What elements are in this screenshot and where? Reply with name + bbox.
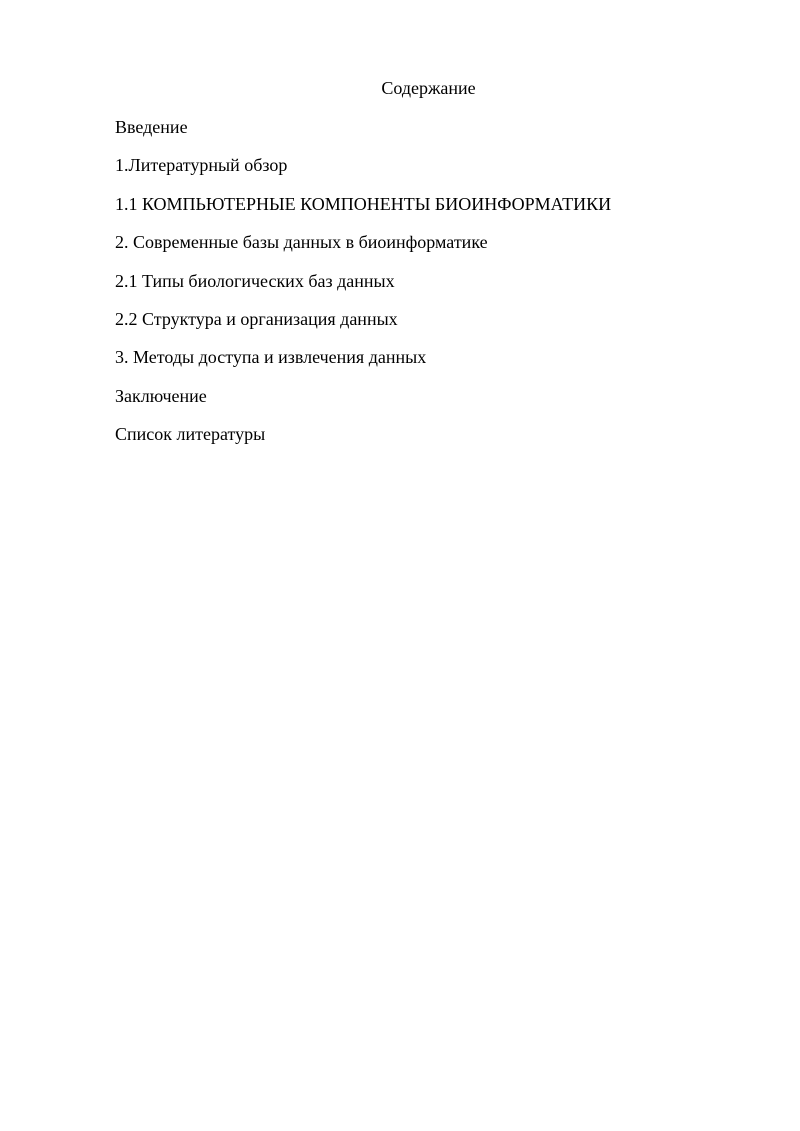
toc-item-references: Список литературы	[115, 424, 266, 445]
toc-item-modern-databases: 2. Современные базы данных в биоинформатике	[115, 232, 488, 253]
toc-item-database-types: 2.1 Типы биологических баз данных	[115, 270, 395, 291]
toc-item-literature-review: 1.Литературный обзор	[115, 155, 288, 176]
toc-item-access-methods: 3. Методы доступа и извлечения данных	[115, 347, 427, 368]
toc-title: Содержание	[381, 78, 476, 98]
toc-item-conclusion: Заключение	[115, 385, 207, 406]
toc-item-computer-components: 1.1 КОМПЬЮТЕРНЫЕ КОМПОНЕНТЫ БИОИНФОРМАТИКИ	[115, 193, 612, 214]
toc-item-introduction: Введение	[115, 117, 188, 137]
toc-item-data-structure: 2.2 Структура и организация данных	[115, 308, 398, 329]
table-of-contents	[115, 115, 611, 461]
